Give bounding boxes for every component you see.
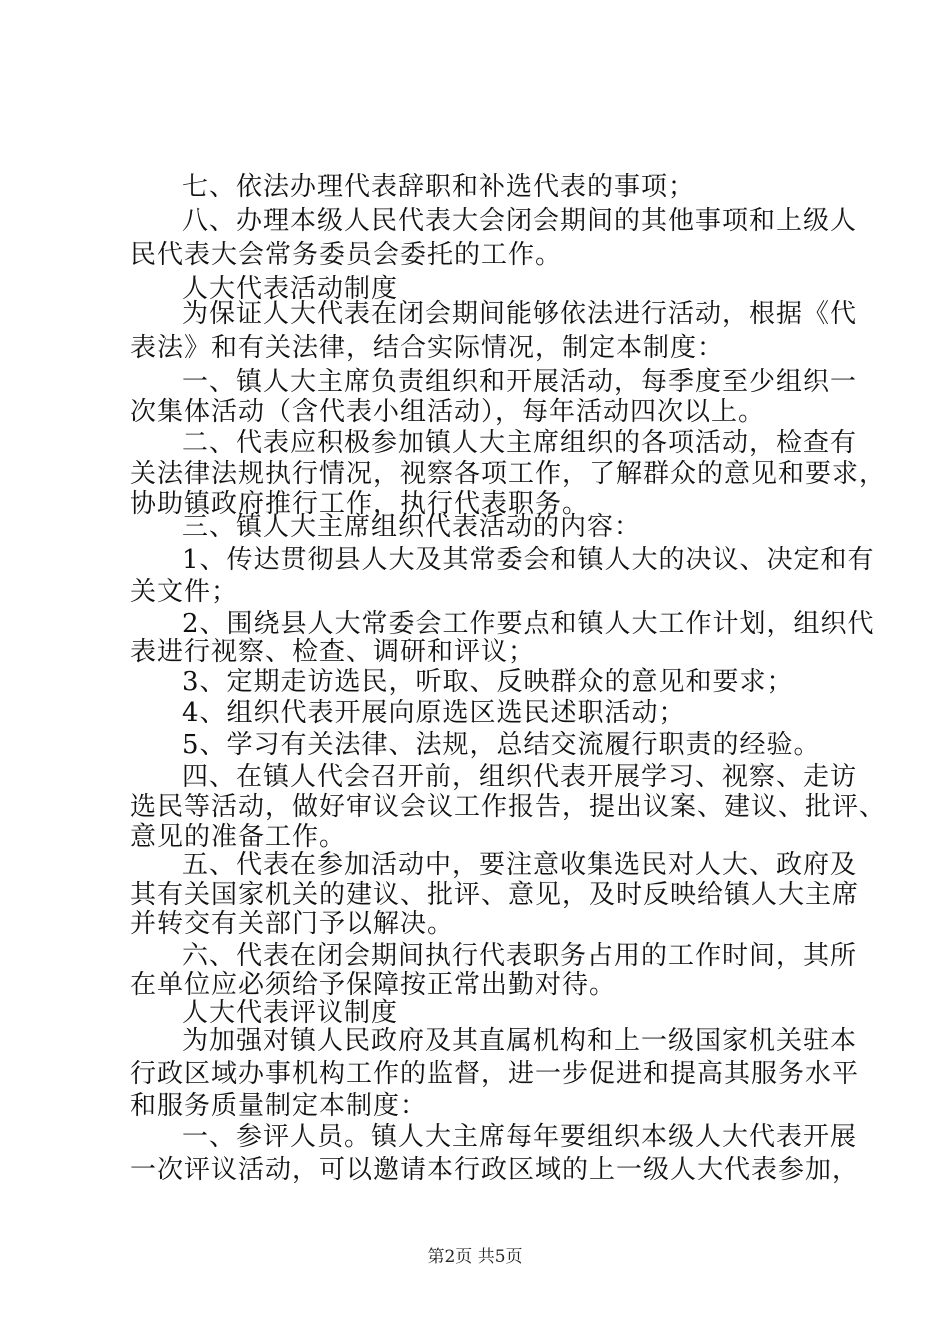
text-line: 行政区域办事机构工作的监督，进一步促进和提高其服务水平	[130, 1059, 860, 1089]
text-line: 民代表大会常务委员会委托的工作。	[130, 240, 563, 270]
text-line: 八、办理本级人民代表大会闭会期间的其他事项和上级人	[182, 206, 858, 236]
text-line: 4、组织代表开展向原选区选民述职活动；	[182, 698, 686, 728]
text-line: 并转交有关部门予以解决。	[130, 909, 455, 939]
text-line: 5、学习有关法律、法规，总结交流履行职责的经验。	[182, 730, 821, 760]
text-line: 二、代表应积极参加镇人大主席组织的各项活动，检查有	[182, 428, 858, 458]
text-line: 表进行视察、检查、调研和评议；	[130, 637, 536, 667]
text-line: 七、依法办理代表辞职和补选代表的事项；	[182, 172, 696, 202]
text-line: 六、代表在闭会期间执行代表职务占用的工作时间，其所	[182, 941, 858, 971]
text-line: 一、参评人员。镇人大主席每年要组织本级人大代表开展	[182, 1122, 858, 1152]
text-line: 协助镇政府推行工作，执行代表职务。	[130, 489, 590, 519]
section-heading: 人大代表评议制度	[182, 998, 399, 1028]
text-line: 其有关国家机关的建议、批评、意见，及时反映给镇人大主席	[130, 880, 860, 910]
text-line: 一、镇人大主席负责组织和开展活动，每季度至少组织一	[182, 367, 858, 397]
text-line: 三、镇人大主席组织代表活动的内容：	[182, 512, 642, 542]
text-line: 1、传达贯彻县人大及其常委会和镇人大的决议、决定和有	[182, 545, 875, 575]
text-line: 关文件；	[130, 577, 239, 607]
text-line: 关法律法规执行情况，视察各项工作，了解群众的意见和要求，	[130, 459, 887, 489]
text-line: 四、在镇人代会召开前，组织代表开展学习、视察、走访	[182, 762, 858, 792]
text-line: 一次评议活动，可以邀请本行政区域的上一级人大代表参加，	[130, 1155, 860, 1185]
text-line: 在单位应必须给予保障按正常出勤对待。	[130, 970, 617, 1000]
text-line: 五、代表在参加活动中，要注意收集选民对人大、政府及	[182, 850, 858, 880]
text-line: 和服务质量制定本制度：	[130, 1091, 428, 1121]
text-line: 表法》和有关法律，结合实际情况，制定本制度：	[130, 333, 725, 363]
text-line: 2、围绕县人大常委会工作要点和镇人大工作计划，组织代	[182, 609, 875, 639]
text-line: 为加强对镇人民政府及其直属机构和上一级国家机关驻本	[182, 1026, 858, 1056]
text-line: 3、定期走访选民，听取、反映群众的意见和要求；	[182, 667, 794, 697]
text-line: 次集体活动（含代表小组活动），每年活动四次以上。	[130, 397, 766, 427]
text-line: 意见的准备工作。	[130, 822, 347, 852]
text-line: 选民等活动，做好审议会议工作报告，提出议案、建议、批评、	[130, 792, 887, 822]
section-heading: 人大代表活动制度	[182, 274, 399, 304]
page-footer: 第2页 共5页	[427, 1247, 523, 1267]
text-line: 为保证人大代表在闭会期间能够依法进行活动，根据《代	[182, 299, 858, 329]
